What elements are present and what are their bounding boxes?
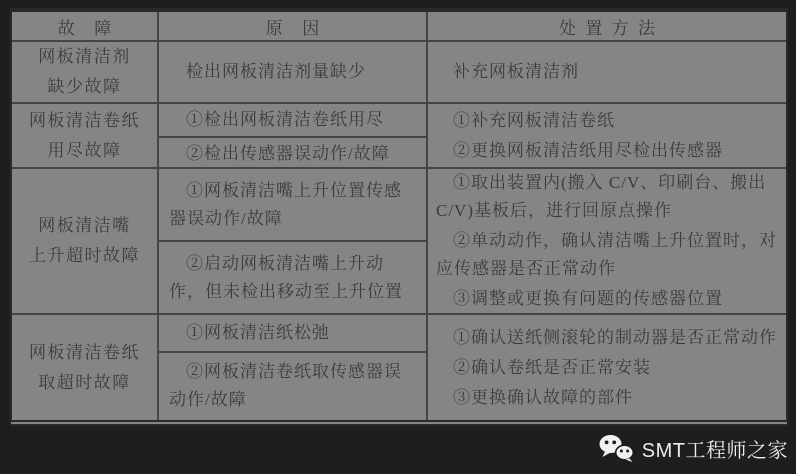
cause-cell-group xyxy=(157,315,428,420)
fault-cell xyxy=(12,42,157,102)
action-text: 补充网板清洁剂 xyxy=(453,62,579,81)
table-header-row xyxy=(12,12,786,40)
watermark xyxy=(598,431,788,465)
cause-text: ①网板清洁纸松弛 xyxy=(186,322,330,342)
cause-cell xyxy=(159,315,426,351)
cause-cell-group xyxy=(157,42,428,102)
troubleshooting-table xyxy=(10,8,788,426)
watermark-label: SMT工程师之家 xyxy=(641,439,788,462)
cause-text: ②启动网板清洁嘴上升动作，但未检出移动至上升位置 xyxy=(169,253,403,301)
action-text: ①取出装置内(搬入 C/V、印刷台、搬出 C/V)基板后，进行回原点操作 xyxy=(436,173,767,220)
fault-cell xyxy=(12,104,157,167)
cause-cell xyxy=(159,169,426,240)
header-cell-cause: 原因 xyxy=(157,12,428,40)
fault-line: 缺少故障 xyxy=(47,77,122,96)
fault-line: 上升超时故障 xyxy=(29,246,140,265)
action-text: ②确认卷纸是否正常安装 xyxy=(453,357,651,377)
action-text: ③更换确认故障的部件 xyxy=(453,387,633,407)
header-cell-fault: 故障 xyxy=(57,18,131,38)
action-cell xyxy=(428,104,786,167)
action-text: ②更换网板清洁纸用尽检出传感器 xyxy=(453,140,723,160)
cause-text: ②检出传感器误动作/故障 xyxy=(186,144,390,163)
fault-cell xyxy=(12,315,157,420)
table-row xyxy=(12,313,786,420)
cause-cell xyxy=(159,240,426,313)
table-row xyxy=(12,102,786,167)
cause-cell xyxy=(159,351,426,420)
cause-text: ②网板清洁卷纸取传感器误动作/故障 xyxy=(169,362,402,410)
fault-line: 网板清洁卷纸 xyxy=(29,342,140,362)
action-cell xyxy=(428,315,786,420)
header-cell-action: 处置方法 xyxy=(558,18,665,38)
cause-text: 检出网板清洁剂量缺少 xyxy=(186,62,366,81)
cause-text: ①网板清洁嘴上升位置传感器误动作/故障 xyxy=(169,180,402,228)
action-text: ②单动动作，确认清洁嘴上升位置时，对应传感器是否正常动作 xyxy=(436,231,777,278)
cause-cell xyxy=(159,104,426,136)
cause-cell-group xyxy=(157,169,428,313)
cause-cell xyxy=(159,42,426,102)
cause-text: ①检出网板清洁卷纸用尽 xyxy=(186,110,384,129)
cause-cell xyxy=(159,136,426,170)
action-text: ①补充网板清洁卷纸 xyxy=(453,110,615,130)
fault-cell xyxy=(12,169,157,313)
fault-line: 用尽故障 xyxy=(47,140,122,160)
fault-line: 取超时故障 xyxy=(38,372,131,392)
action-text: ③调整或更换有问题的传感器位置 xyxy=(453,289,723,308)
action-cell xyxy=(428,169,786,313)
table-row xyxy=(12,40,786,102)
fault-line: 网板清洁嘴 xyxy=(38,216,131,235)
cause-cell-group xyxy=(157,104,428,167)
table-row xyxy=(12,167,786,313)
action-text: ①确认送纸侧滚轮的制动器是否正常动作 xyxy=(453,327,777,347)
action-cell xyxy=(428,42,786,102)
fault-line: 网板清洁剂 xyxy=(38,47,131,66)
wechat-icon xyxy=(598,434,635,463)
fault-line: 网板清洁卷纸 xyxy=(29,110,140,130)
